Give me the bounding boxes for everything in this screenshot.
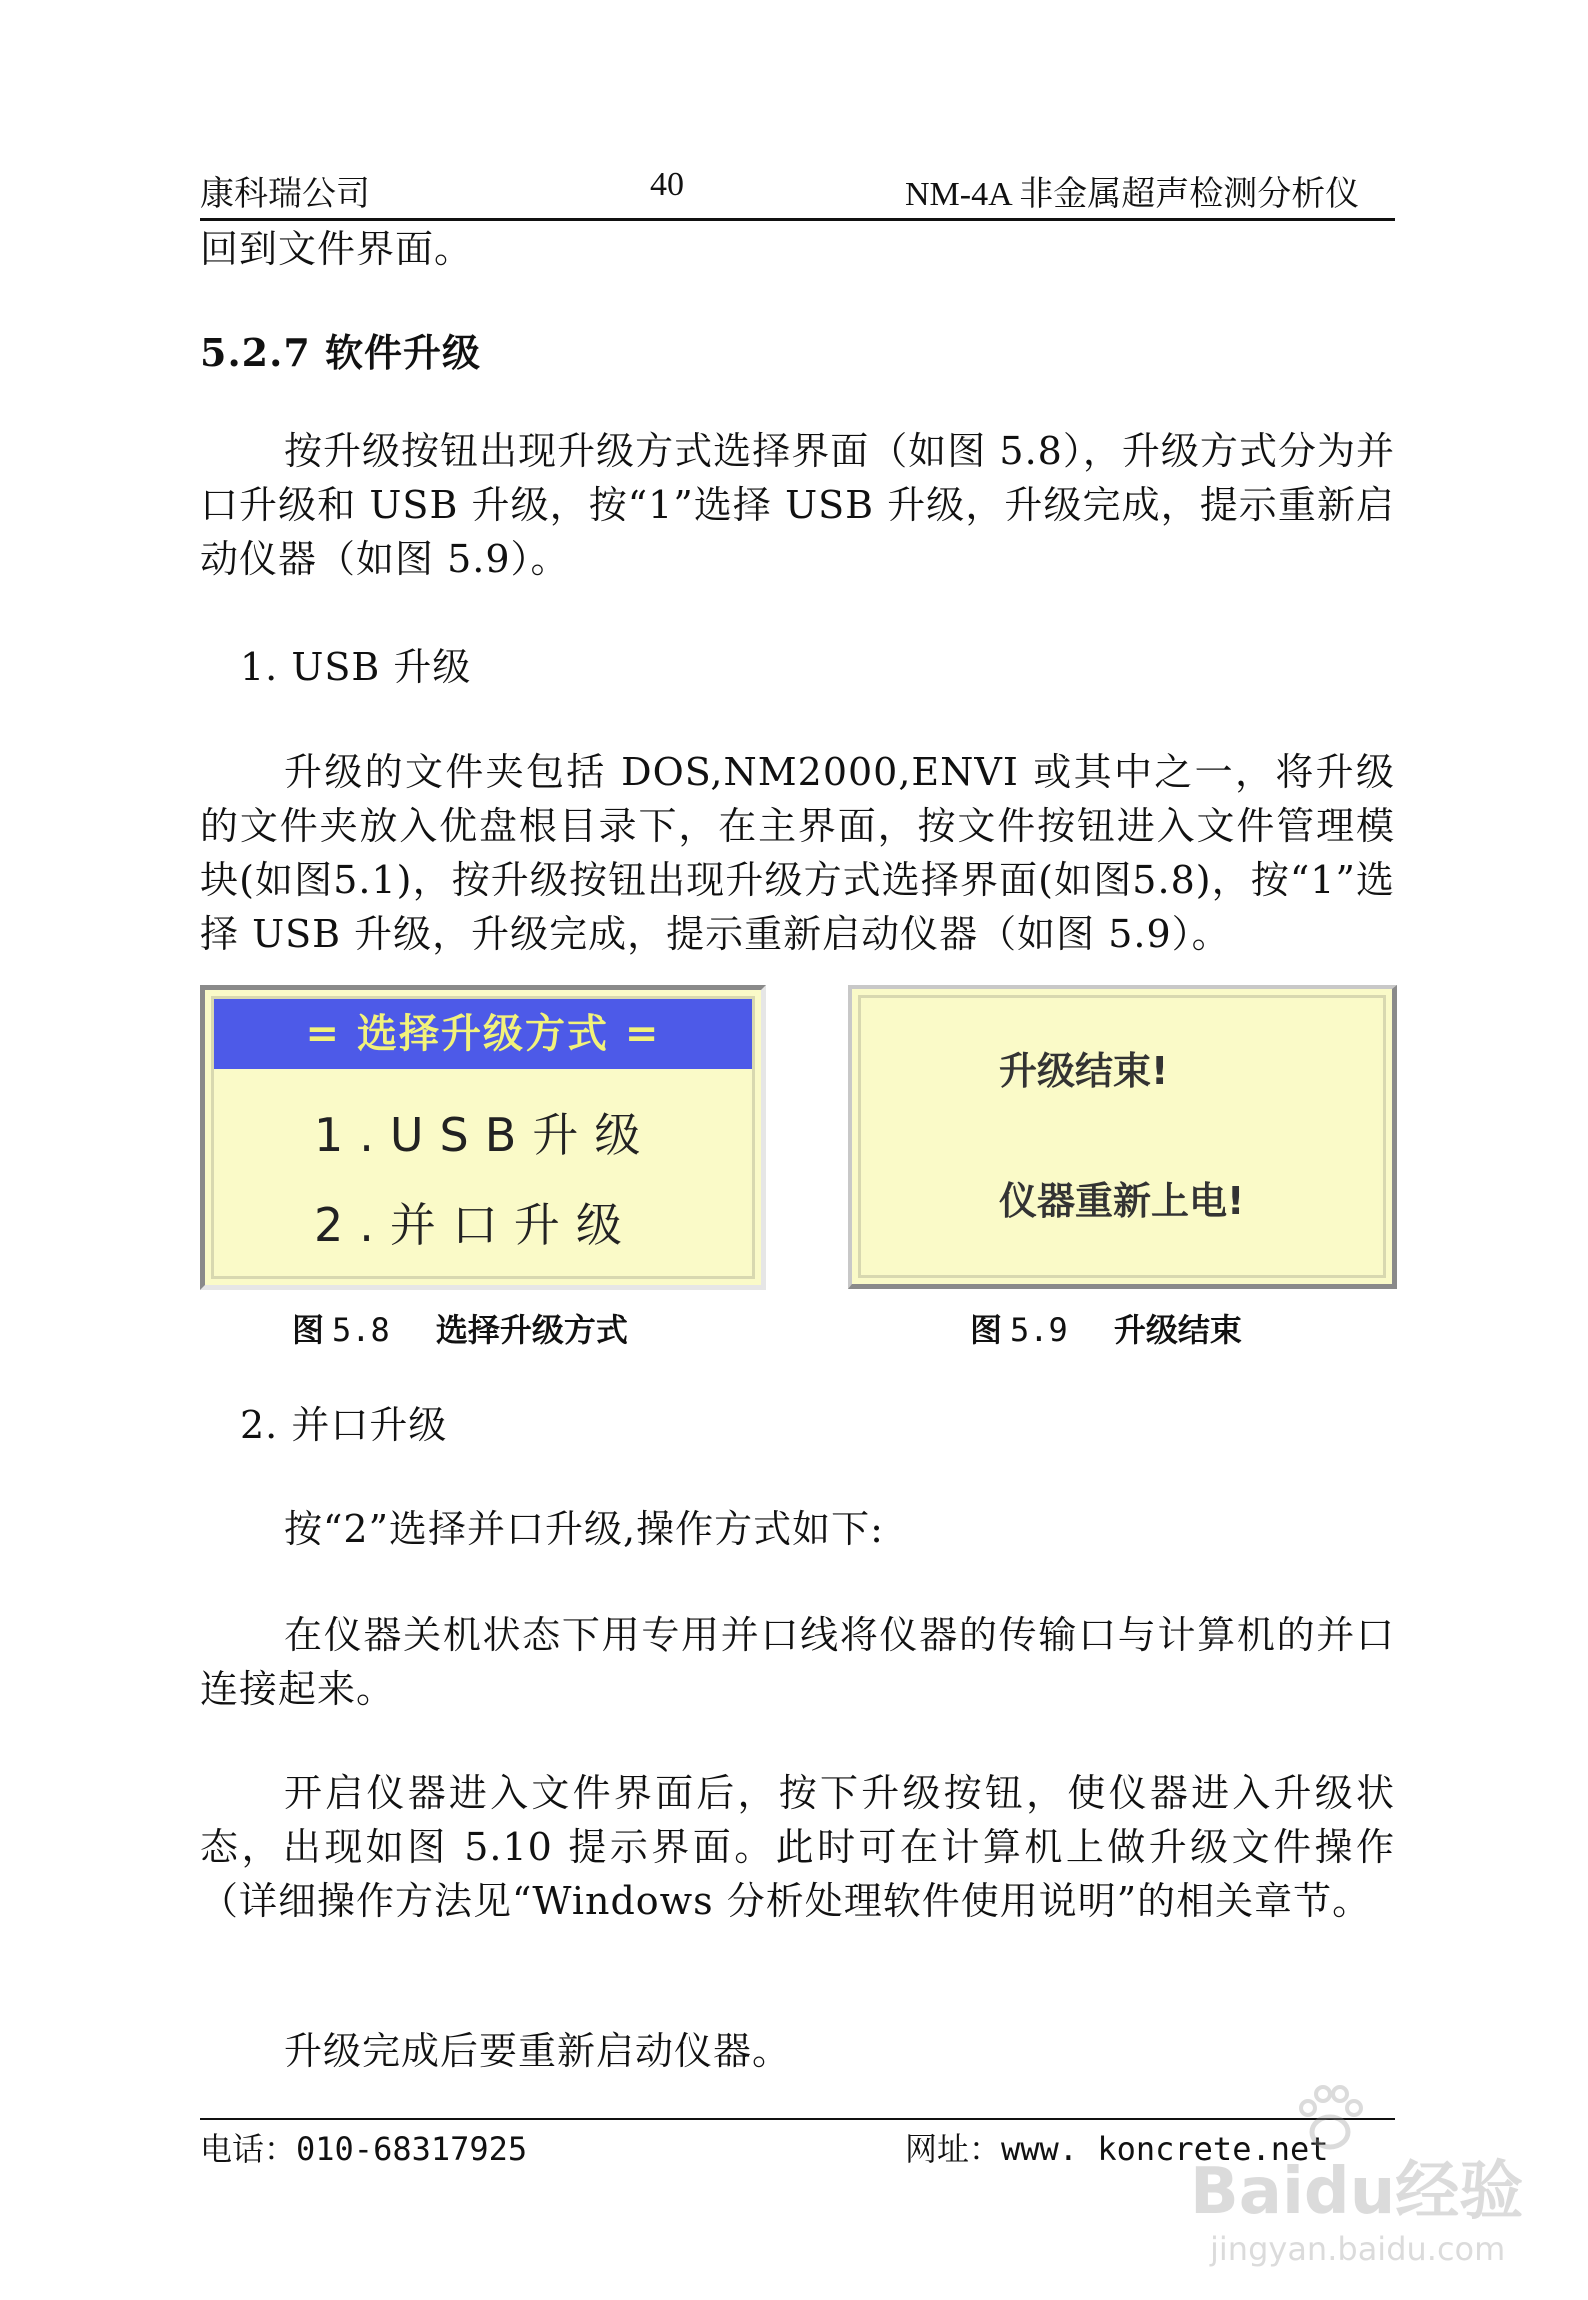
- header-rule: [200, 218, 1395, 221]
- item1-heading: 1. USB 升级: [240, 645, 472, 689]
- message-upgrade-finished: 升级结束!: [999, 1049, 1169, 1093]
- option-parallel-upgrade: 2.并口升级: [314, 1198, 638, 1252]
- caption-number: 5.8: [332, 1311, 390, 1349]
- footer-phone: 电话：010-68317925: [200, 2130, 528, 2168]
- option-usb-upgrade: 1.USB升级: [314, 1108, 657, 1162]
- paragraph-4: 在仪器关机状态下用专用并口线将仪器的传输口与计算机的并口连接起来。: [200, 1613, 1395, 1711]
- paragraph-3: 按“2”选择并口升级,操作方式如下:: [284, 1507, 884, 1551]
- header-product: NM-4A 非金属超声检测分析仪: [905, 176, 1360, 213]
- header-company: 康科瑞公司: [200, 176, 370, 213]
- paragraph-1: 按升级按钮出现升级方式选择界面（如图 5.8），升级方式分为并口升级和 USB 升级，按“1”选择 USB 升级，升级完成，提示重新启动仪器（如图 5.9）。: [200, 429, 1395, 581]
- message-repower: 仪器重新上电!: [999, 1179, 1245, 1223]
- caption-figure-5-9: [970, 1305, 1242, 1351]
- caption-figure-5-8: [292, 1305, 628, 1351]
- text-line0: 回到文件界面。: [200, 227, 474, 271]
- footer-website: 网址：www. koncrete.net: [905, 2130, 1329, 2168]
- baidu-watermark: [1190, 2080, 1580, 2290]
- figure-5-9-panel: [858, 995, 1386, 1278]
- watermark-url: jingyan.baidu.com: [1210, 2230, 1506, 2268]
- item2-heading: 2. 并口升级: [240, 1403, 448, 1447]
- caption-number: 5.9: [1010, 1311, 1068, 1349]
- paragraph-6: 升级完成后要重新启动仪器。: [284, 2029, 792, 2073]
- figure-5-8-select-upgrade: [200, 985, 766, 1290]
- caption-text: 升级结束: [1113, 1311, 1242, 1349]
- header-page-number: 40: [650, 166, 684, 203]
- caption-text: 选择升级方式: [435, 1311, 628, 1349]
- caption-prefix: 图: [970, 1311, 1003, 1349]
- figure-5-9-upgrade-finished: [848, 985, 1397, 1289]
- paragraph-2: 升级的文件夹包括 DOS,NM2000,ENVI 或其中之一，将升级的文件夹放入优盘根目录下，在主界面，按文件按钮进入文件管理模块(如图5.1)，按升级按钮出现升级方式选择界面(如图5.8)，按“1”选择 USB 升级，升级完成，提示重新启动仪器（如图 5.9）。: [200, 750, 1395, 956]
- section-heading: 5.2.7 软件升级: [200, 330, 482, 375]
- caption-prefix: 图: [292, 1311, 325, 1349]
- paragraph-5: 开启仪器进入文件界面后，按下升级按钮，使仪器进入升级状态，出现如图 5.10 提示界面。此时可在计算机上做升级文件操作（详细操作方法见“Windows 分析处理软件使用说明”的相关章节。: [200, 1771, 1395, 1923]
- figure-5-8-panel: [211, 996, 755, 1279]
- upgrade-mode-title: = 选择升级方式 =: [214, 999, 752, 1069]
- watermark-brand: Baidu经验: [1190, 2155, 1524, 2229]
